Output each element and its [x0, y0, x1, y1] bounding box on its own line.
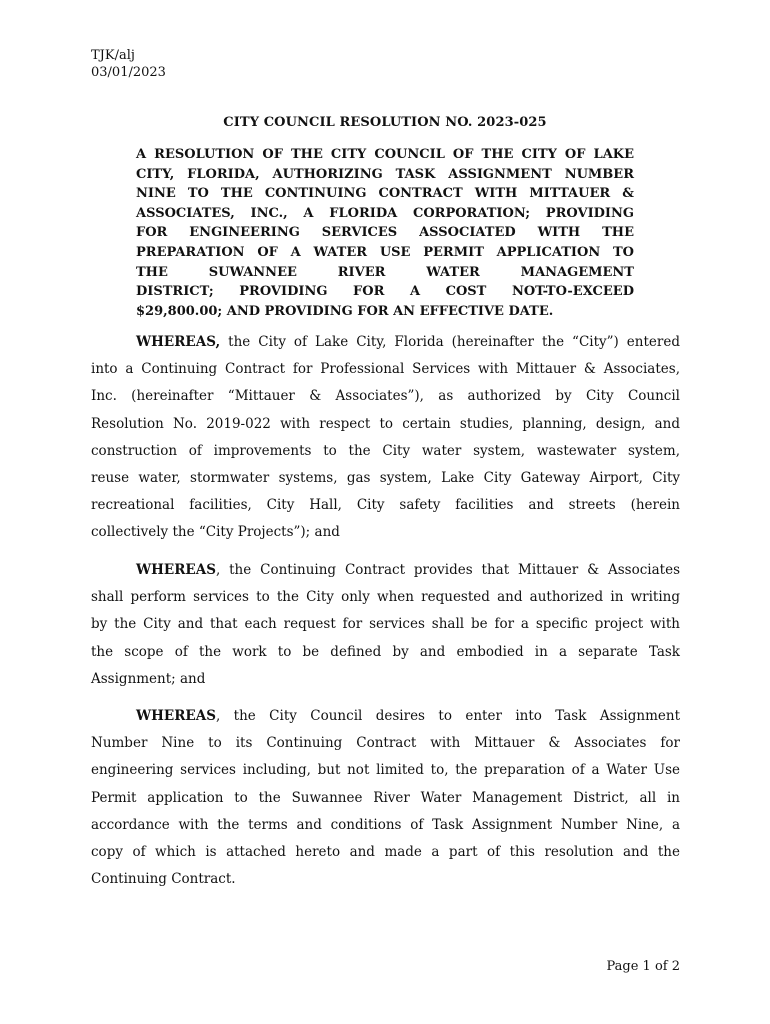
paragraph-text: , the Continuing Contract provides that Mittauer & Associates [215, 562, 680, 578]
paragraph-line: recreational facilities, City Hall, City safety facilities and streets (herein [91, 497, 680, 514]
document-header [91, 47, 166, 81]
paragraph-line: construction of improvements to the City water system, wastewater system, [91, 442, 680, 459]
caption-line: $29,800.00; AND PROVIDING FOR AN EFFECTIVE DATE. [136, 303, 554, 319]
whereas-paragraph-3 [91, 703, 680, 893]
paragraph-line: Continuing Contract. [91, 871, 236, 888]
paragraph-line: Number Nine to its Continuing Contract with Mittauer & Associates for [91, 735, 680, 752]
paragraph-line: Inc. (hereinafter “Mittauer & Associates”), as authorized by City Council [91, 388, 680, 405]
caption-line: CITY, FLORIDA, AUTHORIZING TASK ASSIGNMENT NUMBER [136, 166, 634, 182]
paragraph-text: the City of Lake City, Florida (hereinafter the “City”) entered [220, 334, 680, 350]
paragraph-line: Assignment; and [91, 670, 206, 687]
paragraph-line: collectively the “City Projects”); and [91, 524, 340, 541]
whereas-paragraph-1 [91, 329, 680, 547]
caption-line: ASSOCIATES, INC., A FLORIDA CORPORATION; PROVIDING [136, 205, 634, 221]
paragraph-line: copy of which is attached hereto and made a part of this resolution and the [91, 843, 680, 860]
whereas-lead: WHEREAS [136, 708, 216, 724]
caption-line: THE SUWANNEE RIVER WATER MANAGEMENT [136, 264, 634, 280]
paragraph-line: the scope of the work to be defined by and embodied in a separate Task [91, 643, 680, 660]
caption-line: FOR ENGINEERING SERVICES ASSOCIATED WITH THE [136, 225, 634, 241]
paragraph-first-line [91, 557, 680, 584]
whereas-paragraph-2 [91, 557, 680, 693]
document-date: 03/01/2023 [91, 65, 166, 80]
caption-line: PREPARATION OF A WATER USE PERMIT APPLICATION TO [136, 244, 634, 260]
caption-line: DISTRICT; PROVIDING FOR A COST NOT-TO-EXCEED [136, 284, 634, 300]
paragraph-line: reuse water, stormwater systems, gas system, Lake City Gateway Airport, City [91, 469, 680, 486]
paragraph-line: engineering services including, but not limited to, the preparation of a Water Use [91, 762, 680, 779]
paragraph-line: Resolution No. 2019-022 with respect to certain studies, planning, design, and [91, 415, 680, 432]
paragraph-first-line [91, 703, 680, 730]
paragraph-line: shall perform services to the City only when requested and authorized in writing [91, 589, 680, 606]
whereas-lead: WHEREAS [136, 562, 216, 578]
paragraph-line: into a Continuing Contract for Professional Services with Mittauer & Associates, [91, 361, 680, 378]
resolution-title: CITY COUNCIL RESOLUTION NO. 2023-025 [223, 115, 547, 130]
paragraph-first-line [91, 329, 680, 356]
resolution-caption [136, 145, 634, 321]
paragraph-line: accordance with the terms and conditions of Task Assignment Number Nine, a [91, 816, 680, 833]
caption-line: NINE TO THE CONTINUING CONTRACT WITH MITTAUER & [136, 186, 634, 202]
whereas-lead: WHEREAS, [136, 334, 221, 350]
page-number: Page 1 of 2 [606, 959, 680, 974]
paragraph-line: by the City and that each request for services shall be for a specific project with [91, 616, 680, 633]
paragraph-line: Permit application to the Suwannee River Water Management District, all in [91, 789, 680, 806]
caption-line: A RESOLUTION OF THE CITY COUNCIL OF THE CITY OF LAKE [136, 147, 634, 162]
paragraph-text: , the City Council desires to enter into Task Assignment [215, 708, 680, 724]
author-initials: TJK/alj [91, 48, 135, 63]
